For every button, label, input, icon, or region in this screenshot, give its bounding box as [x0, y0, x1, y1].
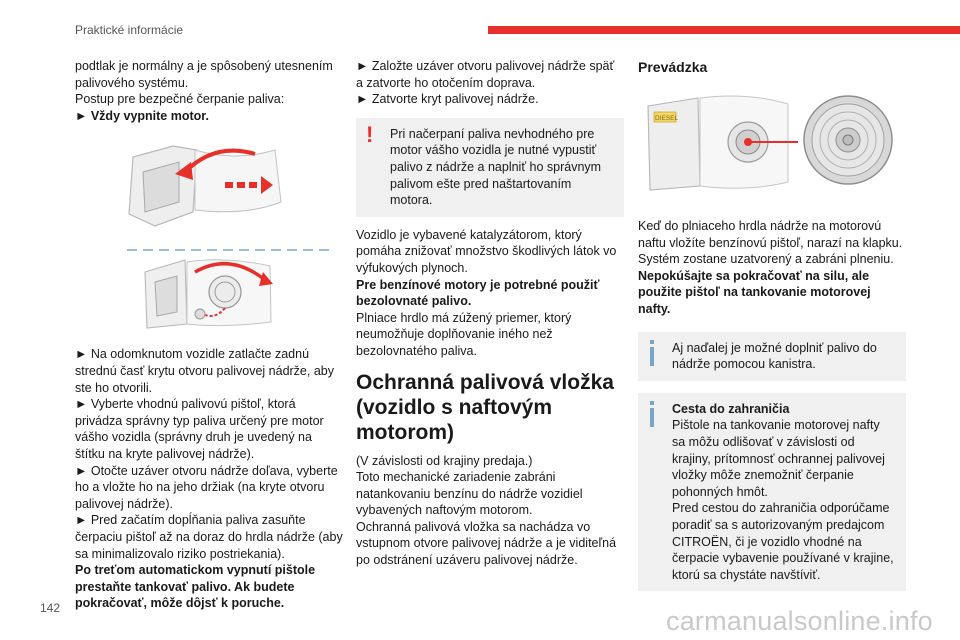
section-title-operation: Prevádzka — [638, 59, 708, 75]
instruction-step: ► Založte uzáver otvoru palivovej nádrže späť a zatvorte ho otočením doprava. — [356, 59, 615, 90]
intro-line: podtlak je normálny a je spôsobený utesnením — [75, 59, 333, 73]
info-text: Aj naďalej je možné doplniť palivo do nádrže pomocou kanistra. — [672, 340, 877, 372]
info-title: Cesta do zahraničia — [672, 401, 790, 416]
instruction-step: ► Na odomknutom vozidle zatlačte zadnú strednú časť krytu otvoru palivovej nádrže, aby ste ho otvorili. — [75, 347, 334, 395]
fuel-flap-illustration — [75, 132, 343, 332]
petrol-note: Pre benzínové motory je potrebné použiť bezolovnaté palivo. — [356, 277, 600, 309]
page-number: 142 — [40, 601, 61, 615]
section-paragraph: Ochranná palivová vložka sa nachádza vo vstupnom otvore palivovej nádrže a je viditeľná po odstránení uzáveru palivovej nádrže. — [356, 519, 617, 568]
section-title-misfuel: Ochranná palivová vložka (vozidlo s naftovým motorom) — [356, 370, 614, 444]
catalyst-text: Vozidlo je vybavené katalyzátorom, ktorý pomáha znižovať množstvo škodlivých látok vo výfukových plynoch. — [356, 227, 617, 275]
diesel-inlet-illustration — [638, 86, 906, 196]
page-header-title: Praktické informácie — [75, 23, 184, 37]
info-text: Pištole na tankovanie motorovej nafty sa môžu odlišovať v závislosti od krajiny, prítomnosť ochrannej palivovej vložky môže znemožniť čerpanie pohonných hmôt. Pred cestou do zahraničia odporúčame poradiť sa s autorizovaným predajcom CITROËN, či je vozidlo vhodné na čerpacie vybavenie používané v krajine, ktorú sa chystáte navštíviť. — [672, 418, 894, 582]
column-2 — [356, 58, 624, 569]
exclamation-icon: ! — [366, 121, 374, 147]
info-box-canister — [638, 332, 906, 381]
column-3 — [638, 58, 906, 603]
diesel-inlet-diagram — [638, 86, 906, 196]
section-paragraph: (V závislosti od krajiny predaja.) — [356, 453, 533, 468]
section-paragraph: Toto mechanické zariadenie zabráni natankovaniu benzínu do nádrže vozidiel vybavených naftovým motorom. — [356, 470, 583, 518]
operation-text: Keď do plniaceho hrdla nádrže na motorovú naftu vložíte benzínovú pištoľ, narazí na klapku. Systém zostane uzatvorený a zabráni plneniu. — [638, 219, 903, 267]
instruction-step: ► Pred začatím dopĺňania paliva zasuňte čerpaciu pištoľ až na doraz do hrdla nádrže (aby sa minimalizovalo riziko postriekania). — [75, 513, 343, 561]
warning-box — [356, 118, 624, 217]
info-icon — [650, 401, 654, 427]
instruction-step: ► Otočte uzáver otvoru nádrže doľava, vyberte ho a vložte ho na jeho držiak (na kryte otvoru palivovej nádrže). — [75, 463, 338, 511]
watermark: carmanualsonline.info — [666, 606, 933, 636]
info-box-abroad — [638, 393, 906, 592]
nozzle-text: Plniace hrdlo má zúžený priemer, ktorý neumožňuje doplňovanie iného než bezolovnatého paliva. — [356, 310, 572, 358]
header-accent-bar — [488, 26, 960, 34]
intro-line: Postup pre bezpečné čerpanie paliva: — [75, 92, 285, 107]
refuel-warning: Po treťom automatickom vypnutí pištole prestaňte tankovať palivo. Ak budete pokračovať, môže dôjsť k poruche. — [75, 563, 316, 611]
warning-text: Pri načerpaní paliva nevhodného pre motor vášho vozidla je nutné vypustiť palivo z nádrže a naplniť ho správnym palivom ešte pred naštartovaním motora. — [390, 126, 602, 208]
column-1 — [75, 58, 343, 612]
fuel-flap-diagram — [75, 132, 343, 332]
step-engine-off: ► Vždy vypnite motor. — [75, 108, 209, 123]
diesel-label: DIESEL — [655, 115, 679, 122]
info-icon — [650, 340, 654, 366]
instruction-step: ► Vyberte vhodnú palivovú pištoľ, ktorá privádza správny typ paliva určený pre motor vášho vozidla (správny druh je uvedený na štítku na kryte palivovej nádrže). — [75, 397, 324, 461]
intro-line: palivového systému. — [75, 75, 189, 90]
operation-warning: Nepokúšajte sa pokračovať na silu, ale použite pištoľ na tankovanie motorovej nafty. — [638, 268, 871, 316]
instruction-step: ► Zatvorte kryt palivovej nádrže. — [356, 92, 539, 107]
